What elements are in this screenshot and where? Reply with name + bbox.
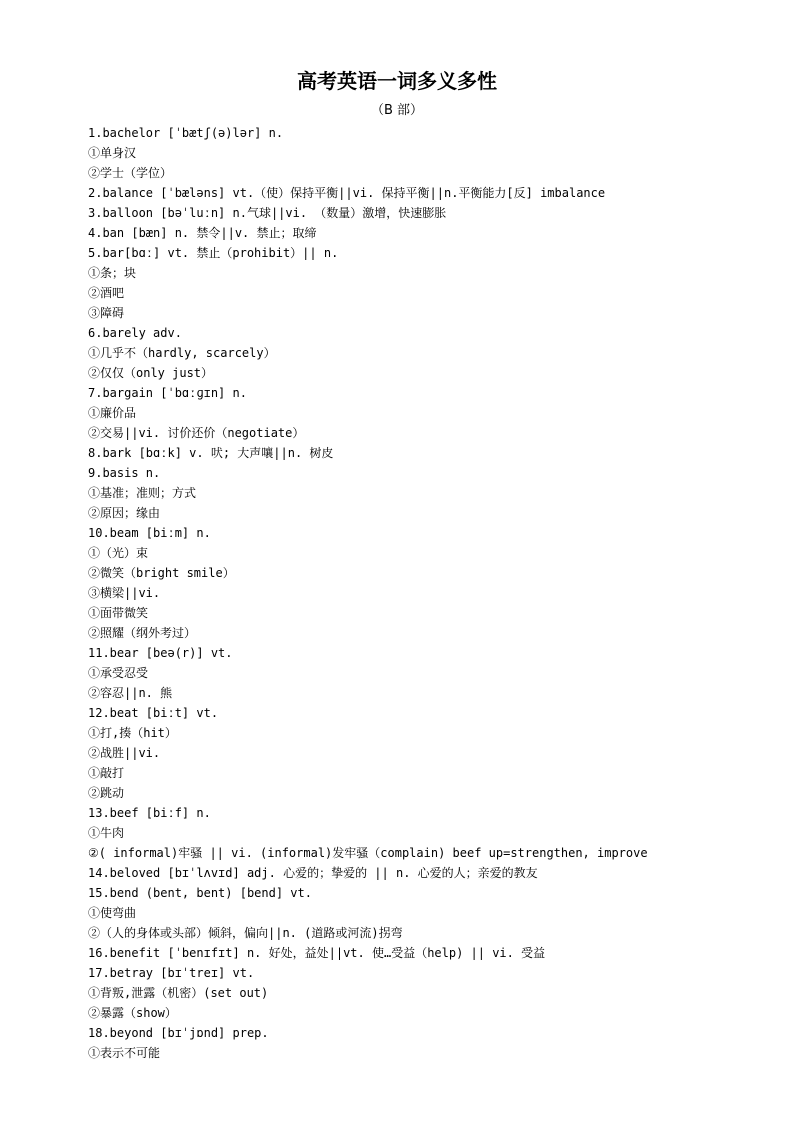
- page-subtitle: （B 部）: [370, 103, 424, 118]
- text-line: ②（人的身体或头部）倾斜，偏向||n. (道路或河流)拐弯: [88, 926, 403, 940]
- text-line: ①敲打: [88, 766, 125, 780]
- text-line: ②酒吧: [88, 286, 125, 300]
- text-line: ③障碍: [88, 306, 125, 320]
- text-line: ①（光）束: [88, 546, 149, 560]
- text-line: ②仅仅（only just）: [88, 366, 214, 380]
- text-line: 18.beyond [bɪˈjɒnd] prep.: [88, 1026, 269, 1040]
- text-line: 3.balloon [bəˈluːn] n.气球||vi. （数量）激增，快速膨胀: [88, 206, 447, 220]
- page-title: 高考英语一词多义多性: [297, 69, 497, 93]
- text-line: 8.bark [bɑːk] v. 吠; 大声嚷||n. 树皮: [88, 446, 334, 460]
- text-line: ①几乎不（hardly, scarcely）: [88, 346, 276, 360]
- text-line: 2.balance [ˈbæləns] vt.（使）保持平衡||vi. 保持平衡||n.平衡能力[反] imbalance: [88, 186, 606, 200]
- text-line: ②照耀（纲外考过）: [88, 626, 197, 640]
- text-line: 17.betray [bɪˈtreɪ] vt.: [88, 966, 255, 980]
- text-line: 1.bachelor [ˈbætʃ(ə)lər] n.: [88, 126, 284, 140]
- text-line: ②微笑（bright smile）: [88, 566, 235, 580]
- text-line: 16.benefit [ˈbenɪfɪt] n. 好处，益处||vt. 使…受益（help) || vi. 受益: [88, 946, 546, 960]
- text-line: ①承受忍受: [88, 666, 149, 680]
- text-line: 7.bargain [ˈbɑːɡɪn] n.: [88, 386, 247, 400]
- text-line: ②原因；缘由: [88, 506, 161, 520]
- text-line: 15.bend (bent, bent) [bend] vt.: [88, 886, 312, 900]
- text-line: ①背叛,泄露（机密）(set out): [88, 986, 269, 1000]
- text-line: 12.beat [biːt] vt.: [88, 706, 219, 720]
- text-line: 14.beloved [bɪˈlʌvɪd] adj. 心爱的；挚爱的 || n. 心爱的人；亲爱的教友: [88, 866, 538, 880]
- text-line: ①使弯曲: [88, 906, 137, 920]
- text-line: ①表示不可能: [88, 1046, 161, 1060]
- text-line: 6.barely adv.: [88, 326, 182, 340]
- text-line: ①牛肉: [88, 826, 125, 840]
- text-line: 11.bear [beə(r)] vt.: [88, 646, 233, 660]
- text-line: 4.ban [bæn] n. 禁令||v. 禁止；取缔: [88, 226, 317, 240]
- text-line: ①单身汉: [88, 146, 137, 160]
- text-line: ②跳动: [88, 786, 125, 800]
- text-line: 10.beam [biːm] n.: [88, 526, 211, 540]
- text-line: ②( informal)牢骚 || vi. (informal)发牢骚（complain) beef up=strengthen, improve: [88, 846, 648, 860]
- text-line: ①面带微笑: [88, 606, 149, 620]
- text-line: ①廉价品: [88, 406, 137, 420]
- text-line: ②学士（学位）: [88, 166, 173, 180]
- text-line: ②交易||vi. 讨价还价（negotiate）: [88, 426, 305, 440]
- text-line: 9.basis n.: [88, 466, 161, 480]
- text-line: 5.bar[bɑː] vt. 禁止（prohibit）|| n.: [88, 246, 339, 260]
- text-line: 13.beef [biːf] n.: [88, 806, 211, 820]
- text-line: ①打,揍（hit）: [88, 726, 177, 740]
- text-line: ①条；块: [88, 266, 137, 280]
- text-line: ②暴露（show）: [88, 1006, 177, 1020]
- text-line: ①基准；准则；方式: [88, 486, 197, 500]
- text-line: ②容忍||n. 熊: [88, 686, 173, 700]
- text-line: ③横梁||vi.: [88, 586, 161, 600]
- vocabulary-list: [88, 123, 778, 1063]
- text-line: ②战胜||vi.: [88, 746, 161, 760]
